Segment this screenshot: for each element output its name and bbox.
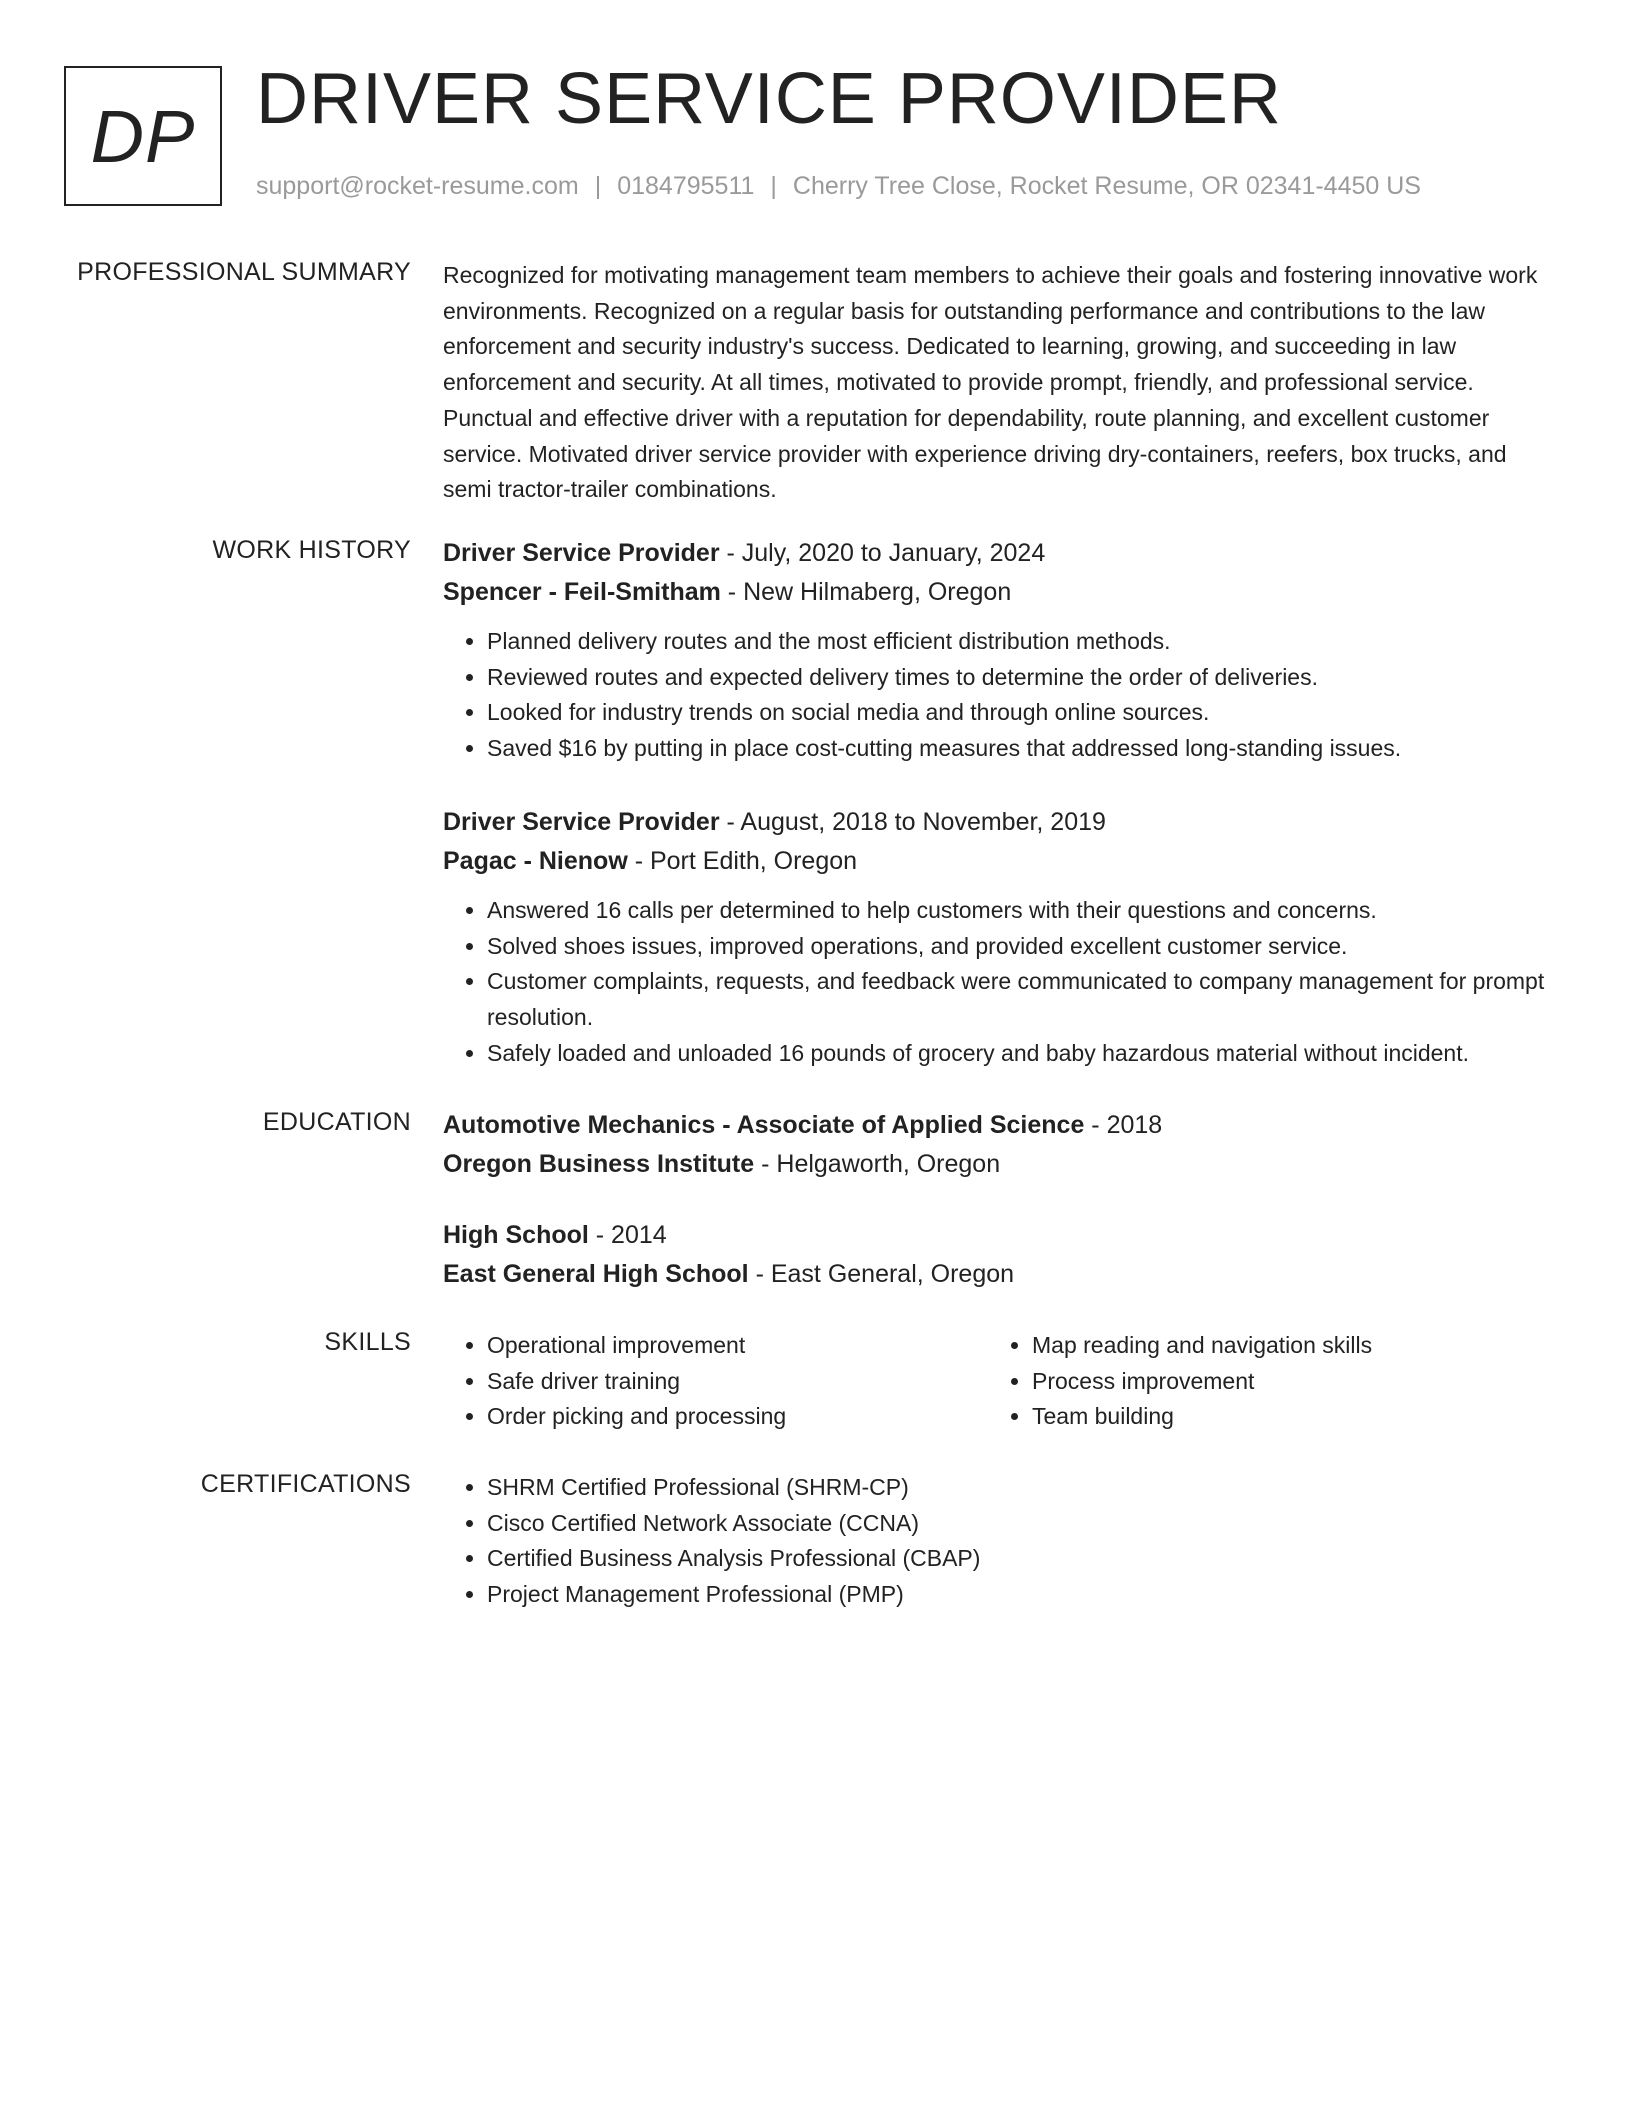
list-item: • Answered 16 calls per determined to help customers with their questions and concerns. (487, 893, 1553, 929)
list-item: • Safely loaded and unloaded 16 pounds of grocery and baby hazardous material without incident. (487, 1036, 1553, 1072)
contact-phone[interactable]: 0184795511 (617, 172, 755, 200)
skills-column-right (988, 1328, 1533, 1435)
work-history-body (443, 534, 1553, 1107)
list-item: • Planned delivery routes and the most efficient distribution methods. (487, 624, 1553, 660)
school-line (443, 1145, 1553, 1184)
job-location: - New Hilmaberg, Oregon (720, 578, 1012, 606)
job-company-line (443, 842, 1553, 881)
education-entry (443, 1216, 1553, 1294)
skill-item: • Safe driver training (487, 1364, 988, 1400)
resume-title: DRIVER SERVICE PROVIDER (256, 59, 1282, 139)
certification-item: • Project Management Professional (PMP) (487, 1577, 1553, 1613)
school: East General High School (443, 1260, 749, 1288)
summary-text: Recognized for motivating management team members to achieve their goals and fostering innovative work environments. Recognized on a regular basis for outstanding performance and contributions to the law enforcement and security industry's success. Dedicated to learning, growing, and succeeding in law enforcement and security. At all times, motivated to provide prompt, friendly, and professional service. Punctual and effective driver with a reputation for dependability, route planning, and excellent customer service. Motivated driver service provider with experience driving dry-containers, reefers, box trucks, and semi tractor-trailer combinations. (443, 262, 1538, 503)
list-item: • Reviewed routes and expected delivery times to determine the order of deliveries. (487, 660, 1553, 696)
list-item: • Solved shoes issues, improved operations, and provided excellent customer service. (487, 929, 1553, 965)
section-label-skills: SKILLS (324, 1328, 411, 1356)
job-title-line (443, 534, 1553, 573)
list-item: • Saved $16 by putting in place cost-cutting measures that addressed long-standing issues. (487, 731, 1553, 767)
degree-line (443, 1106, 1553, 1145)
summary-body (443, 258, 1553, 508)
list-item: • Looked for industry trends on social media and through online sources. (487, 695, 1553, 731)
skill-item: • Process improvement (1032, 1364, 1533, 1400)
job-entry (443, 534, 1553, 767)
certification-item: • SHRM Certified Professional (SHRM-CP) (487, 1470, 1553, 1506)
contact-address: Cherry Tree Close, Rocket Resume, OR 02341-4450 US (792, 172, 1421, 200)
job-company: Pagac - Nienow (443, 846, 628, 875)
school-location: - Helgaworth, Oregon (754, 1150, 1001, 1178)
skill-item: • Team building (1032, 1399, 1533, 1435)
contact-email[interactable]: support@rocket-resume.com (256, 172, 579, 200)
job-title: Driver Service Provider (443, 807, 720, 836)
contact-separator: | (594, 172, 602, 200)
job-title-line (443, 803, 1553, 842)
job-bullets (443, 893, 1553, 1072)
skills-body (443, 1328, 1553, 1435)
education-body (443, 1106, 1553, 1330)
section-label-work-history: WORK HISTORY (212, 536, 411, 564)
job-title: Driver Service Provider (443, 539, 720, 567)
job-company-line (443, 573, 1553, 612)
contact-separator: | (770, 172, 777, 200)
school: Oregon Business Institute (443, 1150, 755, 1178)
skill-item: • Map reading and navigation skills (1032, 1328, 1533, 1364)
job-dates: - August, 2018 to November, 2019 (719, 807, 1106, 836)
job-bullets (443, 624, 1553, 767)
school-line (443, 1255, 1553, 1294)
job-entry (443, 803, 1553, 1072)
skill-item: • Order picking and processing (487, 1399, 988, 1435)
job-company: Spencer - Feil-Smitham (443, 578, 721, 606)
skill-item: • Operational improvement (487, 1328, 988, 1364)
list-item: • Customer complaints, requests, and feedback were communicated to company management for prompt resolution. (487, 964, 1553, 1035)
certifications-body (443, 1470, 1553, 1613)
certification-item: • Certified Business Analysis Professional (CBAP) (487, 1541, 1553, 1577)
monogram-logo: DP (64, 66, 222, 206)
degree-year: - 2018 (1084, 1111, 1163, 1139)
education-entry (443, 1106, 1553, 1184)
skills-grid (443, 1328, 1553, 1435)
degree-year: - 2014 (588, 1221, 667, 1249)
certification-list (443, 1470, 1553, 1613)
degree: Automotive Mechanics - Associate of Applied Science (443, 1111, 1085, 1139)
degree-line (443, 1216, 1553, 1255)
job-location: - Port Edith, Oregon (627, 846, 858, 875)
skills-column-left (443, 1328, 988, 1435)
section-label-education: EDUCATION (262, 1108, 411, 1136)
contact-line (256, 172, 1421, 201)
school-location: - East General, Oregon (748, 1260, 1015, 1288)
section-label-summary: PROFESSIONAL SUMMARY (77, 258, 411, 286)
job-dates: - July, 2020 to January, 2024 (719, 539, 1046, 567)
degree: High School (443, 1221, 589, 1249)
section-label-certifications: CERTIFICATIONS (200, 1470, 411, 1498)
certification-item: • Cisco Certified Network Associate (CCNA) (487, 1506, 1553, 1542)
